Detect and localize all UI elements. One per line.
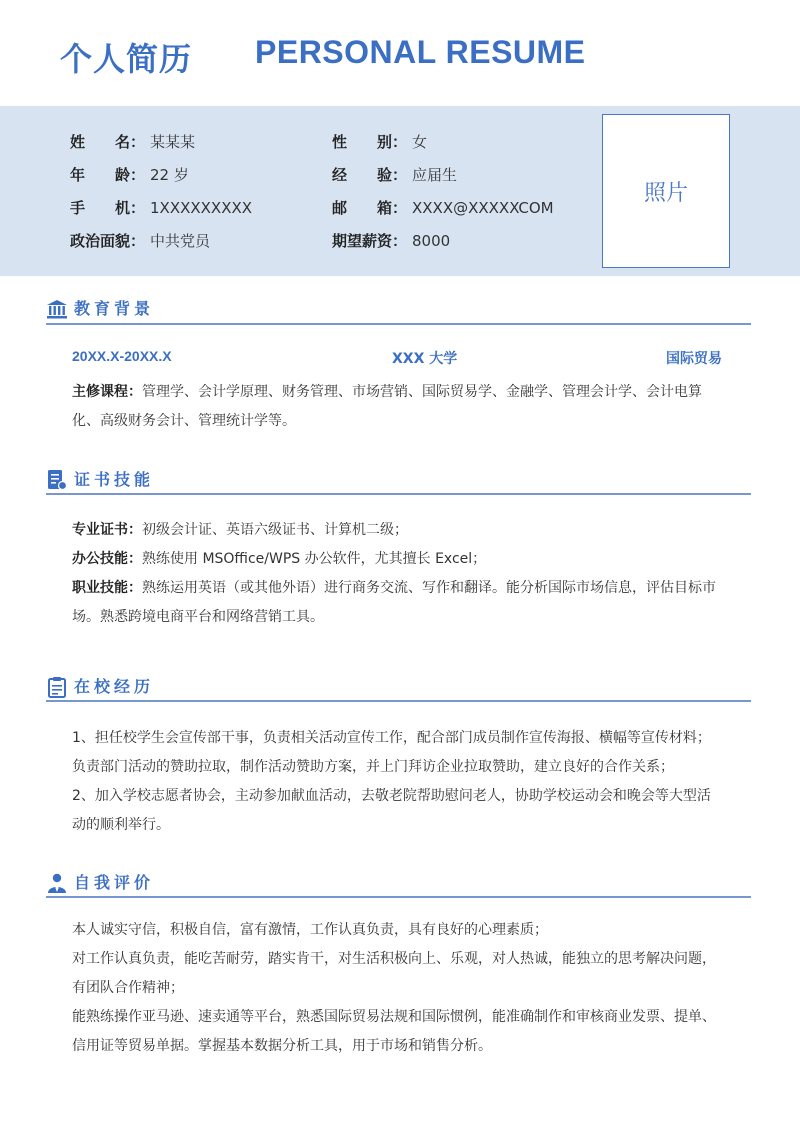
skill-label: 职业技能： — [72, 580, 142, 596]
info-value: 22 岁 — [150, 166, 189, 184]
section-education-header — [46, 298, 751, 324]
info-value: XXXX@XXXXXCOM — [412, 199, 554, 217]
info-value: 8000 — [412, 232, 451, 250]
education-major: 国际贸易 — [666, 351, 722, 367]
clipboard-icon — [46, 676, 68, 698]
skill-item — [72, 545, 724, 574]
section-self-header — [46, 872, 751, 898]
section-divider — [46, 323, 751, 325]
courses-label: 主修课程： — [72, 384, 142, 400]
info-value: 1XXXXXXXXX — [150, 199, 253, 217]
section-title: 证书技能 — [74, 470, 155, 489]
education-courses — [72, 378, 724, 436]
info-label: 手 机： — [70, 199, 146, 217]
self-item: 对工作认真负责，能吃苦耐劳，踏实肯干，对生活积极向上、乐观，对人热诚，能独立的思考解决问题，有团队合作精神； — [72, 951, 716, 996]
section-divider — [46, 896, 751, 898]
skill-label: 办公技能： — [72, 551, 142, 567]
skills-list — [72, 516, 724, 632]
skill-item — [72, 516, 724, 545]
resume-header — [0, 30, 800, 80]
skill-text: 熟练运用英语（或其他外语）进行商务交流、写作和翻译。能分析国际市场信息，评估目标市场。熟悉跨境电商平台和网络营销工具。 — [72, 580, 716, 625]
self-item: 能熟练操作亚马逊、速卖通等平台，熟悉国际贸易法规和国际惯例，能准确制作和审核商业发票、提单、信用证等贸易单据。掌握基本数据分析工具，用于市场和销售分析。 — [72, 1009, 716, 1054]
building-icon — [46, 298, 68, 320]
section-title: 教育背景 — [74, 299, 155, 318]
skill-item — [72, 574, 724, 632]
education-date: 20XX.X-20XX.X — [72, 348, 172, 364]
education-school: XXX 大学 — [392, 351, 458, 367]
photo-placeholder: 照片 — [602, 114, 730, 268]
skill-text: 初级会计证、英语六级证书、计算机二级； — [142, 522, 408, 538]
info-label: 年 龄： — [70, 166, 146, 184]
title-chinese: 个人简历 — [60, 40, 193, 78]
info-label: 姓 名： — [70, 133, 146, 151]
title-english: PERSONAL RESUME — [255, 34, 586, 70]
skill-text: 熟练使用 MSOffice/WPS 办公软件，尤其擅长 Excel； — [142, 551, 487, 567]
info-value: 应届生 — [412, 166, 458, 184]
self-item: 本人诚实守信，积极自信，富有激情，工作认真负责，具有良好的心理素质； — [72, 922, 548, 938]
info-value: 女 — [412, 133, 428, 151]
section-title: 自我评价 — [74, 873, 155, 892]
info-label: 政治面貌： — [70, 232, 146, 250]
section-campus-header — [46, 676, 751, 702]
info-value: 中共党员 — [150, 232, 211, 250]
campus-list — [72, 724, 724, 840]
education-entry — [72, 348, 722, 368]
courses-text: 管理学、会计学原理、财务管理、市场营销、国际贸易学、金融学、管理会计学、会计电算化、高级财务会计、管理统计学等。 — [72, 384, 702, 429]
self-evaluation-list — [72, 916, 724, 1061]
info-label: 期望薪资： — [332, 232, 408, 250]
skill-label: 专业证书： — [72, 522, 142, 538]
section-title: 在校经历 — [74, 677, 155, 696]
info-value: 某某某 — [150, 133, 196, 151]
info-label: 经 验： — [332, 166, 408, 184]
basic-info-panel — [0, 106, 800, 276]
section-divider — [46, 493, 751, 495]
section-skills-header — [46, 469, 751, 495]
info-label: 邮 箱： — [332, 199, 408, 217]
section-divider — [46, 700, 751, 702]
person-icon — [46, 872, 68, 894]
info-label: 性 别： — [332, 133, 408, 151]
campus-item: 2、加入学校志愿者协会，主动参加献血活动，去敬老院帮助慰问老人，协助学校运动会和晚会等大型活动的顺利举行。 — [72, 788, 711, 833]
certificate-icon — [46, 469, 68, 491]
campus-item: 1、担任校学生会宣传部干事，负责相关活动宣传工作，配合部门成员制作宣传海报、横幅等宣传材料；负责部门活动的赞助拉取，制作活动赞助方案，并上门拜访企业拉取赞助，建立良好的合作关系； — [72, 730, 711, 775]
